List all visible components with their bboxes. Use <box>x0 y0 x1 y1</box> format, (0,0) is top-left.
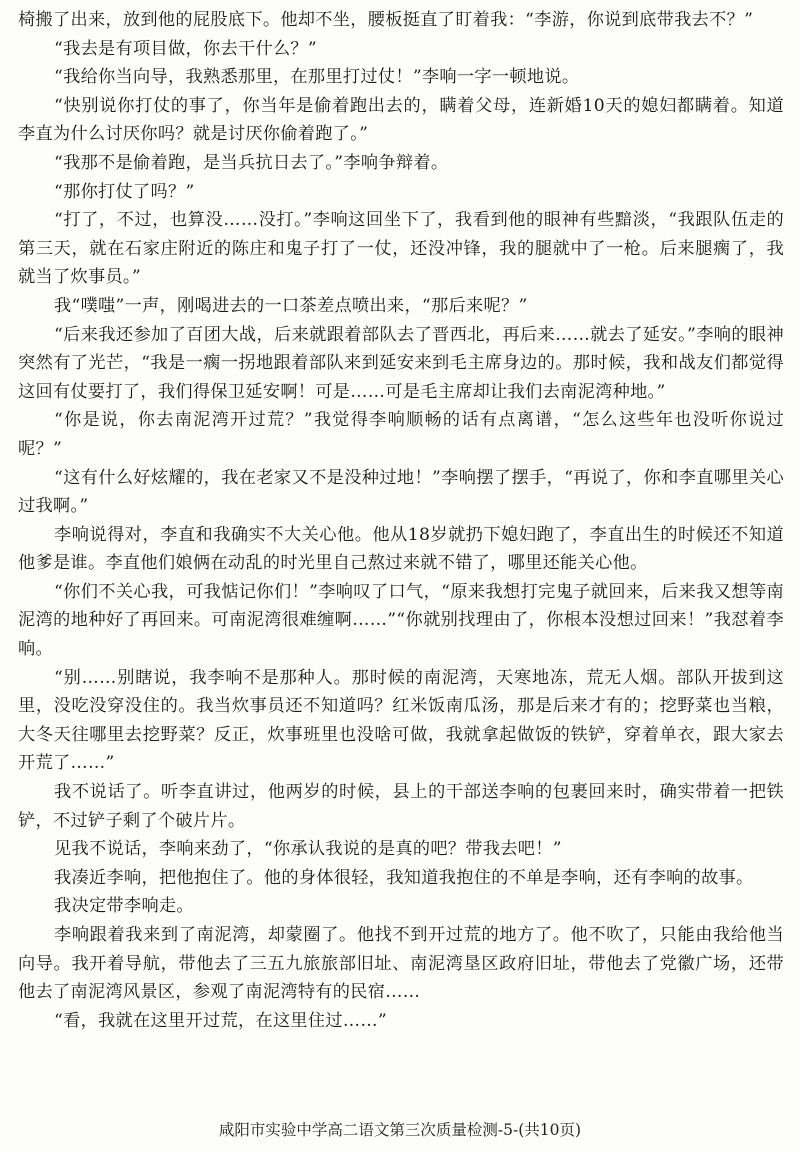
paragraph: “这有什么好炫耀的，我在老家又不是没种过地！”李响摆了摆手，“再说了，你和李直哪里关心过我啊。” <box>18 467 784 517</box>
paragraph: 椅搬了出来，放到他的屁股底下。他却不坐，腰板挺直了盯着我：“李游，你说到底带我去不？” <box>18 10 754 30</box>
paragraph: 见我不说话，李响来劲了，“你承认我说的是真的吧？带我去吧！” <box>54 839 562 860</box>
paragraph: “别……别瞎说，我李响不是那种人。那时候的南泥湾，天寒地冻，荒无人烟。部队开拔到这里，没吃没穿没住的。我当炊事员还不知道吗？红米饭南瓜汤，那是后来才有的；挖野菜也当粮，大冬天往哪里去挖野菜？反正，炊事班里也没啥可做，我就拿起做饭的铁铲，穿着单衣，跟大家去开荒了……” <box>18 667 784 774</box>
paragraph: “后来我还参加了百团大战，后来就跟着部队去了晋西北，再后来……就去了延安。”李响的眼神突然有了光芒，“我是一瘸一拐地跟着部队来到延安来到毛主席身边的。那时候，我和战友们都觉得这回有仗要打了，我们得保卫延安啊！可是……可是毛主席却让我们去南泥湾种地。” <box>18 324 784 402</box>
paragraph: “打了，不过，也算没……没打。”李响这回坐下了，我看到他的眼神有些黯淡，“我跟队伍走的第三天，就在石家庄附近的陈庄和鬼子打了一仗，还没冲锋，我的腿就中了一枪。后来腿瘸了，我就当了炊事员。” <box>18 210 784 288</box>
paragraph: 李响说得对，李直和我确实不大关心他。他从18岁就扔下媳妇跑了，李直出生的时候还不知道他爹是谁。李直他们娘俩在动乱的时光里自己熬过来就不错了，哪里还能关心他。 <box>18 524 784 574</box>
paragraph: 我不说话了。听李直讲过，他两岁的时候，县上的干部送李响的包裹回来时，确实带着一把铁铲，不过铲子剩了个破片片。 <box>18 782 784 831</box>
paragraph: “我那不是偷着跑，是当兵抗日去了。”李响争辩着。 <box>54 152 449 173</box>
paragraph: “那你打仗了吗？” <box>54 181 195 202</box>
paragraph: “我给你当向导，我熟悉那里，在那里打过仗！”李响一字一顿地说。 <box>54 67 580 88</box>
paragraph: 我“噗嗤”一声，刚喝进去的一口茶差点喷出来，“那后来呢？” <box>54 295 528 316</box>
paragraph: “看，我就在这里开过荒，在这里住过……” <box>54 1010 387 1031</box>
paragraph: “快别说你打仗的事了，你当年是偷着跑出去的，瞒着父母，连新婚10天的媳妇都瞒着。知道李直为什么讨厌你吗？就是讨厌你偷着跑了。” <box>18 95 784 145</box>
paragraph: 我决定带李响走。 <box>54 896 194 917</box>
story-text <box>18 6 784 1035</box>
paragraph: 我凑近李响，把他抱住了。他的身体很轻，我知道我抱住的不单是李响，还有李响的故事。 <box>54 867 754 888</box>
paragraph: “你们不关心我，可我惦记你们！”李响叹了口气，“原来我想打完鬼子就回来，后来我又想等南泥湾的地种好了再回来。可南泥湾很难缠啊……”“你就别找理由了，你根本没想过回来！”我怼着李响。 <box>18 581 784 660</box>
paragraph: 李响跟着我来到了南泥湾，却蒙圈了。他找不到开过荒的地方了。他不吹了，只能由我给他当向导。我开着导航，带他去了三五九旅旅部旧址、南泥湾垦区政府旧址，带他去了党徽广场，还带他去了南泥湾风景区，参观了南泥湾特有的民宿…… <box>18 925 784 1003</box>
paragraph: “我去是有项目做，你去干什么？” <box>54 38 317 59</box>
paragraph: “你是说，你去南泥湾开过荒？”我觉得李响顺畅的话有点离谱，“怎么这些年也没听你说过呢？” <box>18 410 784 459</box>
page-footer: 咸阳市实验中学高二语文第三次质量检测-5-(共10页) <box>218 1121 582 1139</box>
